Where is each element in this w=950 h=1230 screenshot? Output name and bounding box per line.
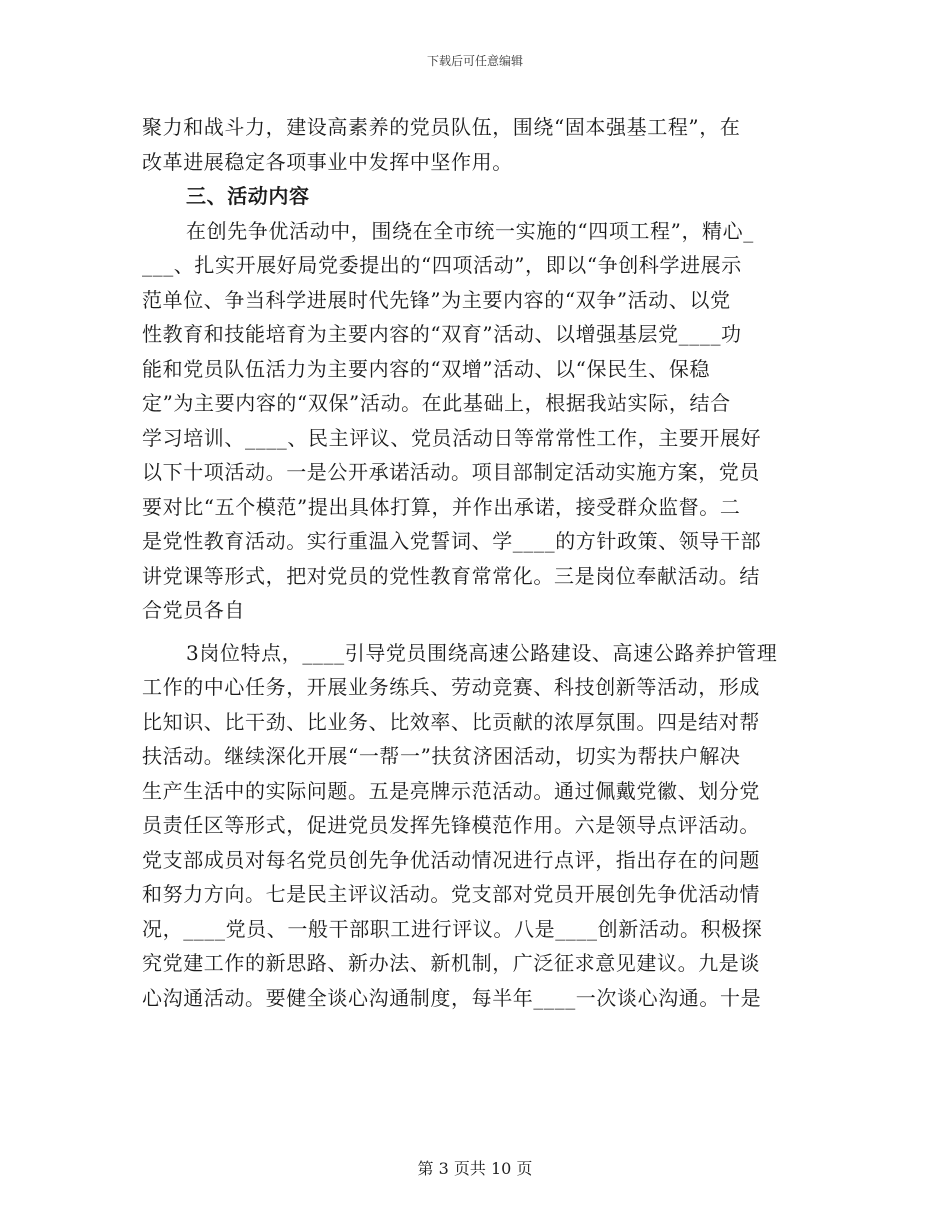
text-line: 能和党员队伍活力为主要内容的“双增”活动、以“保民生、保稳 — [142, 356, 711, 381]
text-line: 究党建工作的新思路、新办法、新机制，广泛征求意见建议。九是谈 — [142, 951, 760, 975]
text-line: 性教育和技能培育为主要内容的“双育”活动、以增强基层党____功 — [142, 322, 742, 346]
document-body — [142, 110, 812, 1015]
text-line: 况，____党员、一般干部职工进行评议。八是____创新活动。积极探 — [142, 916, 763, 941]
text-line: 党支部成员对每名党员创先争优活动情况进行点评，指出存在的问题 — [142, 847, 760, 872]
text-line: 工作的中心任务，开展业务练兵、劳动竞赛、科技创新等活动，形成 — [142, 675, 760, 699]
text-line: 要对比“五个模范”提出具体打算，并作出承诺，接受群众监督。二 — [142, 494, 741, 519]
text-line: 在创先争优活动中，围绕在全市统一实施的“四项工程”，精心_ — [186, 218, 754, 243]
page-header: 下载后可任意编辑 — [426, 54, 523, 68]
text-line: ___、扎实开展好局党委提出的“四项活动”，即以“争创科学进展示 — [142, 253, 742, 277]
page-footer: 第 3 页共 10 页 — [417, 1159, 533, 1178]
text-line: 生产生活中的实际问题。五是亮牌示范活动。通过佩戴党徽、划分党 — [142, 778, 760, 803]
text-line: 员责任区等形式，促进党员发挥先锋模范作用。六是领导点评活动。 — [142, 813, 760, 837]
text-line: 心沟通活动。要健全谈心沟通制度，每半年____一次谈心沟通。十是 — [142, 985, 762, 1010]
text-line: 以下十项活动。一是公开承诺活动。项目部制定活动实施方案，党员 — [142, 460, 760, 484]
text-line: 学习培训、____、民主评议、党员活动日等常常性工作，主要开展好 — [142, 425, 762, 450]
text-line: 聚力和战斗力，建设高素养的党员队伍，围绕“固本强基工程”，在 — [142, 115, 741, 139]
text-line: 和努力方向。七是民主评议活动。党支部对党员开展创先争优活动情 — [142, 882, 760, 906]
text-line: 是党性教育活动。实行重温入党誓词、学____的方针政策、领导干部 — [142, 529, 762, 553]
text-line: 3岗位特点，____引导党员围绕高速公路建设、高速公路养护管理 — [186, 640, 778, 665]
text-line: 定”为主要内容的“双保”活动。在此基础上，根据我站实际，结合 — [142, 391, 731, 415]
text-line: 比知识、比干劲、比业务、比效率、比贡献的浓厚氛围。四是结对帮 — [142, 709, 760, 734]
text-line: 改革进展稳定各项事业中发挥中坚作用。 — [142, 149, 513, 174]
text-line: 讲党课等形式，把对党员的党性教育常常化。三是岗位奉献活动。结 — [142, 563, 760, 588]
paragraph-gap — [142, 628, 812, 636]
text-line: 范单位、争当科学进展时代先锋”为主要内容的“双争”活动、以党 — [142, 287, 731, 312]
text-line: 扶活动。继续深化开展“一帮一”扶贫济困活动，切实为帮扶户解决 — [142, 744, 741, 768]
text-line: 合党员各自 — [142, 598, 245, 622]
section-heading: 三、活动内容 — [186, 184, 310, 208]
